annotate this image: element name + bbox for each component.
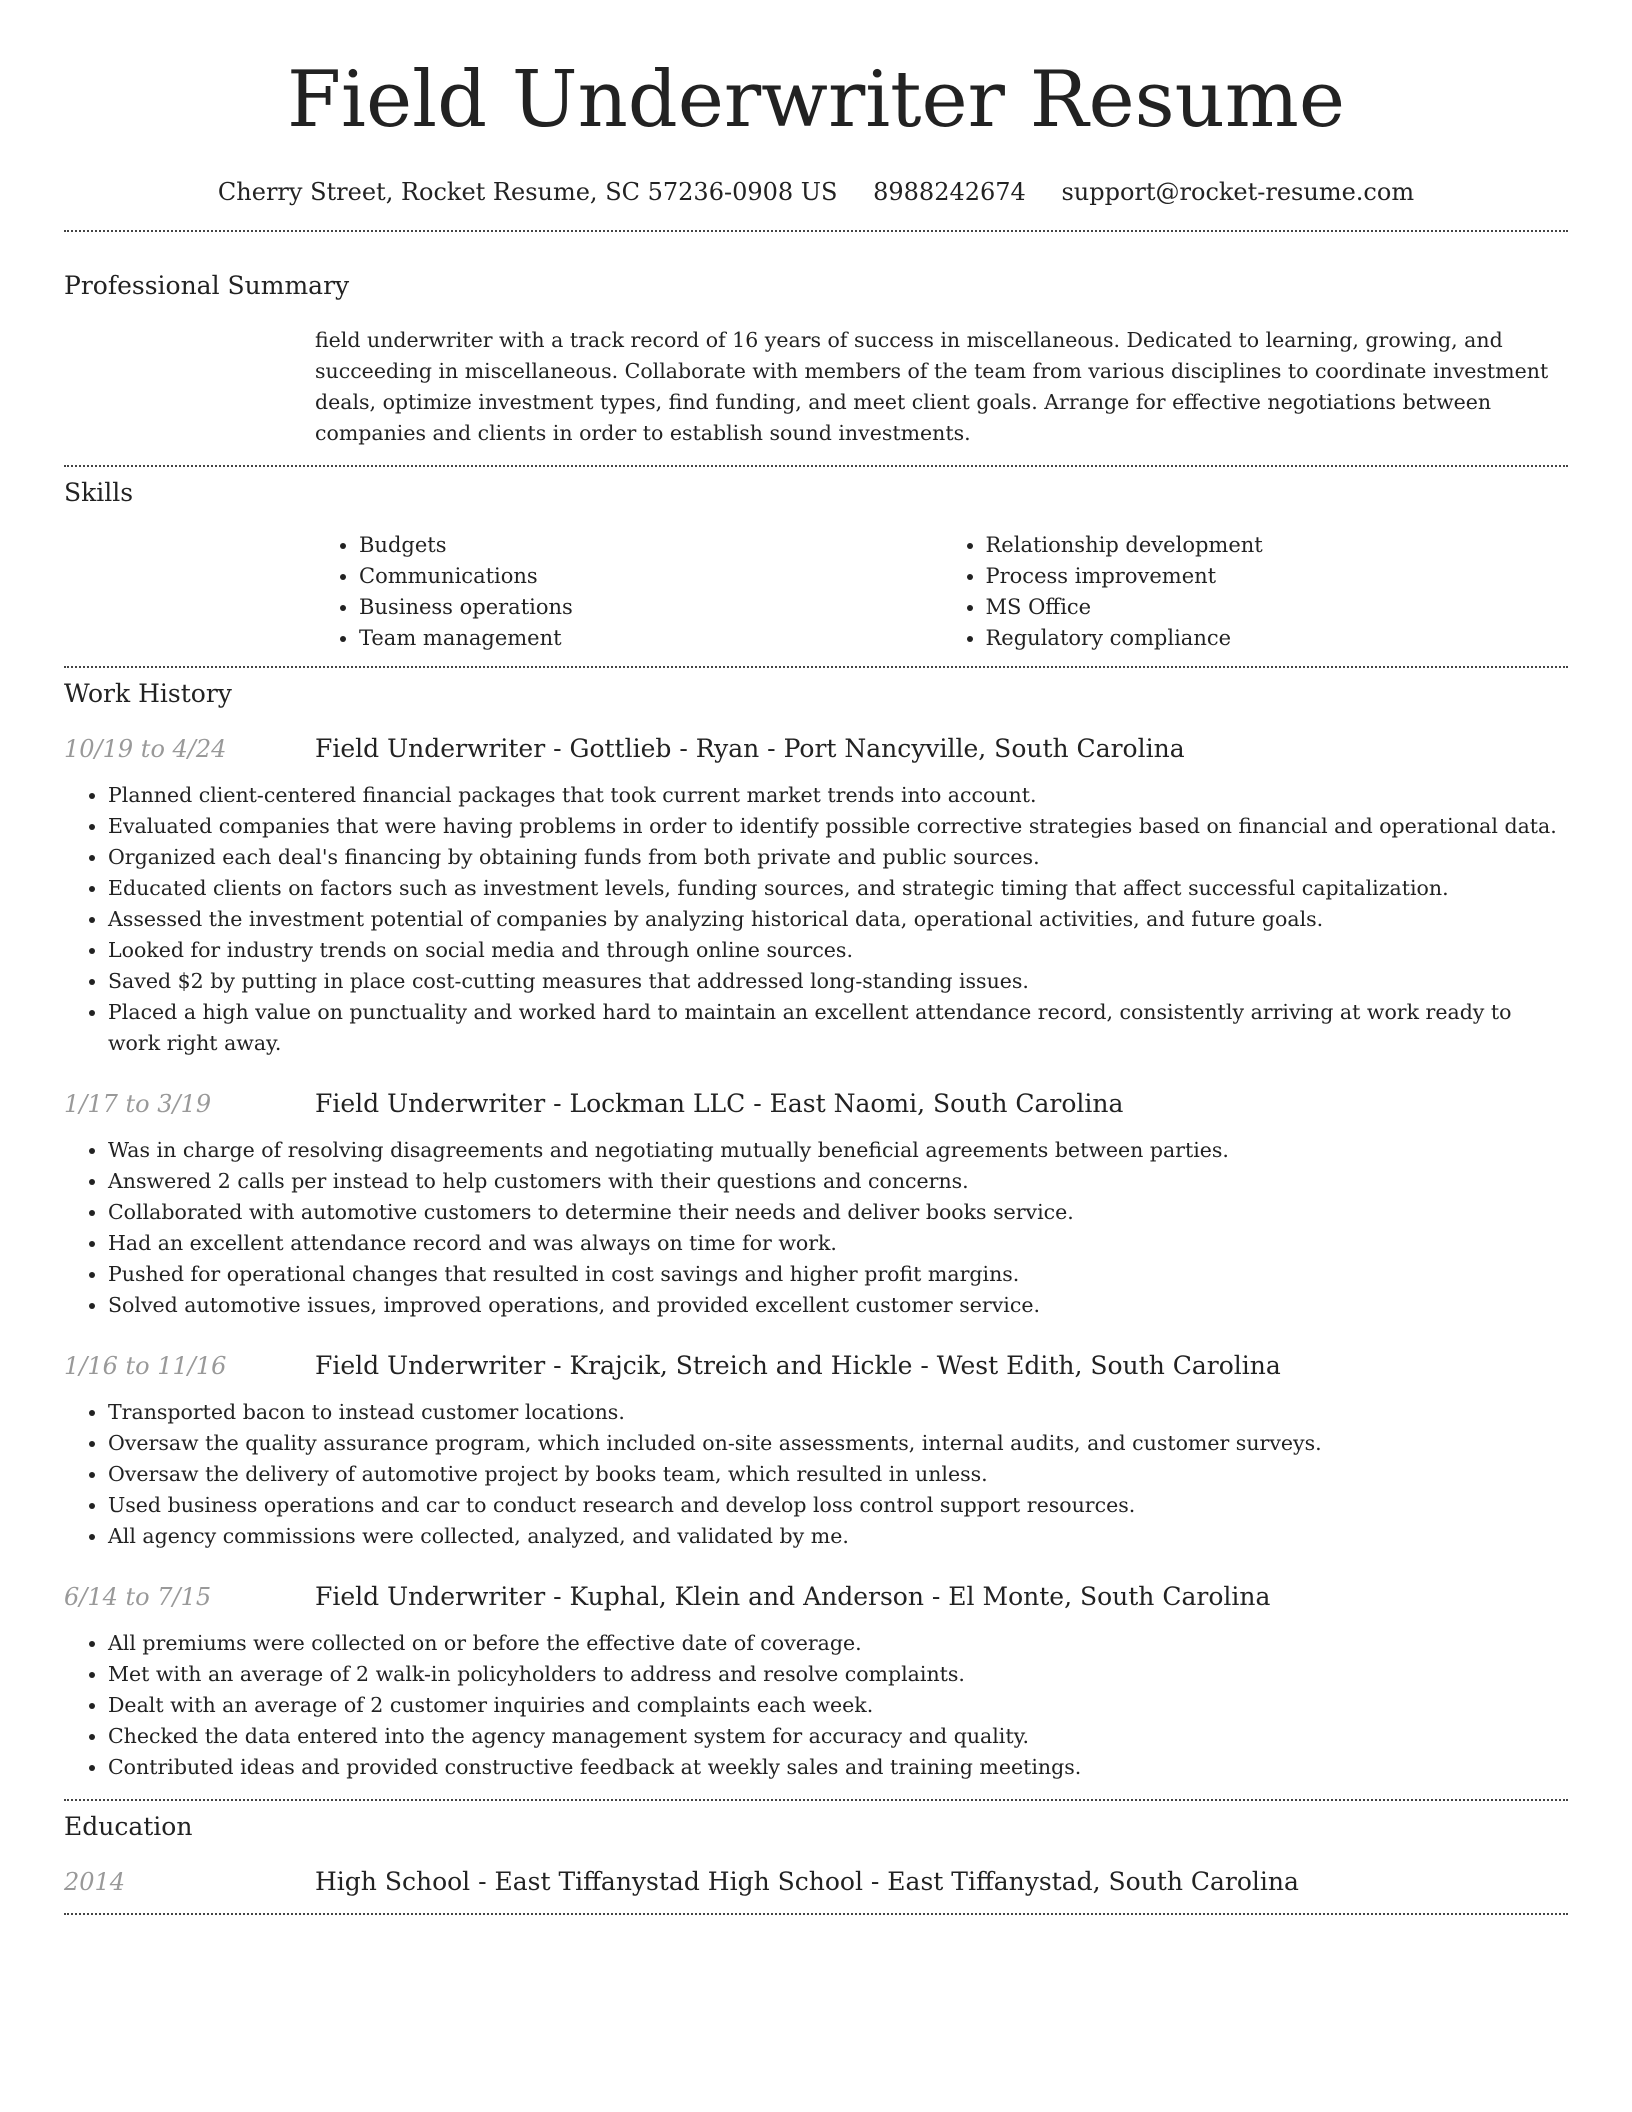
skill-item: • MS Office — [986, 592, 1569, 623]
contact-phone: 8988242674 — [873, 178, 1026, 206]
skill-item: • Relationship development — [986, 530, 1569, 561]
job-bullet: • Used business operations and car to conduct research and develop loss control support resources. — [108, 1490, 1568, 1521]
job-bullets — [64, 1135, 1568, 1321]
job-dates: 10/19 to 4/24 — [64, 735, 227, 763]
job-bullet: • Was in charge of resolving disagreements and negotiating mutually beneficial agreements between parties. — [108, 1135, 1568, 1166]
skills-section — [64, 477, 1568, 654]
skills-column-left — [315, 530, 942, 654]
work-history-section — [64, 678, 1568, 1783]
job-bullet: • Dealt with an average of 2 customer inquiries and complaints each week. — [108, 1690, 1568, 1721]
skill-item: • Business operations — [359, 592, 942, 623]
job-bullet: • Assessed the investment potential of companies by analyzing historical data, operational activities, and future goals. — [108, 904, 1568, 935]
job-bullet: • Looked for industry trends on social media and through online sources. — [108, 935, 1568, 966]
job-bullet: • All premiums were collected on or before the effective date of coverage. — [108, 1628, 1568, 1659]
job-bullet: • Planned client-centered financial packages that took current market trends into account. — [108, 780, 1568, 811]
skill-item: • Communications — [359, 561, 942, 592]
job-title: Field Underwriter - Krajcik, Streich and Hickle - West Edith, South Carolina — [315, 1351, 1281, 1380]
skills-column-right — [942, 530, 1569, 654]
summary-text: field underwriter with a track record of 16 years of success in miscellaneous. Dedicated to learning, growing, and succeeding in miscellaneous. Collaborate with members of the team from various disciplines to coordinate investment deals, optimize investment types, find funding, and meet client goals. Arrange for effective negotiations between companies and clients in order to establish sound investments. — [315, 328, 1549, 445]
job-bullet: • Oversaw the delivery of automotive project by books team, which resulted in unless. — [108, 1459, 1568, 1490]
section-heading-education: Education — [64, 1812, 193, 1841]
job-entry — [64, 1580, 1568, 1783]
job-dates: 6/14 to 7/15 — [64, 1583, 212, 1611]
section-heading-skills: Skills — [64, 478, 134, 507]
job-entry — [64, 1087, 1568, 1321]
job-bullet: • Checked the data entered into the agency management system for accuracy and quality. — [108, 1721, 1568, 1752]
job-title: Field Underwriter - Gottlieb - Ryan - Port Nancyville, South Carolina — [315, 734, 1185, 763]
education-title: High School - East Tiffanystad High School - East Tiffanystad, South Carolina — [315, 1867, 1299, 1896]
job-header — [64, 1087, 1568, 1121]
divider — [64, 230, 1568, 232]
job-dates: 1/17 to 3/19 — [64, 1090, 212, 1118]
skill-item: • Regulatory compliance — [986, 623, 1569, 654]
resume-title: Field Underwriter Resume — [286, 55, 1346, 145]
job-entry — [64, 1349, 1568, 1552]
divider — [64, 1913, 1568, 1915]
education-year: 2014 — [64, 1868, 126, 1896]
contact-line — [64, 176, 1568, 208]
job-header — [64, 1580, 1568, 1614]
job-header — [64, 1349, 1568, 1383]
skill-item: • Team management — [359, 623, 942, 654]
job-bullet: • Evaluated companies that were having problems in order to identify possible corrective strategies based on financial and operational data. — [108, 811, 1568, 842]
contact-email: support@rocket-resume.com — [1061, 178, 1415, 206]
skill-item: • Process improvement — [986, 561, 1569, 592]
job-bullets — [64, 780, 1568, 1059]
education-section — [64, 1811, 1568, 1899]
job-bullet: • Organized each deal's financing by obtaining funds from both private and public sources. — [108, 842, 1568, 873]
job-header — [64, 732, 1568, 766]
job-bullet: • Educated clients on factors such as investment levels, funding sources, and strategic timing that affect successful capitalization. — [108, 873, 1568, 904]
job-bullet: • Contributed ideas and provided constructive feedback at weekly sales and training meetings. — [108, 1752, 1568, 1783]
job-bullets — [64, 1628, 1568, 1783]
job-bullets — [64, 1397, 1568, 1552]
job-bullet: • Met with an average of 2 walk-in policyholders to address and resolve complaints. — [108, 1659, 1568, 1690]
job-title: Field Underwriter - Kuphal, Klein and Anderson - El Monte, South Carolina — [315, 1582, 1271, 1611]
job-bullet: • Solved automotive issues, improved operations, and provided excellent customer service. — [108, 1290, 1568, 1321]
job-bullet: • All agency commissions were collected, analyzed, and validated by me. — [108, 1521, 1568, 1552]
job-bullet: • Transported bacon to instead customer locations. — [108, 1397, 1568, 1428]
skill-item: • Budgets — [359, 530, 942, 561]
skills-list — [315, 530, 1568, 654]
job-entry — [64, 732, 1568, 1059]
section-heading-summary: Professional Summary — [64, 271, 350, 300]
education-entry — [64, 1865, 1568, 1899]
job-bullet: • Had an excellent attendance record and was always on time for work. — [108, 1228, 1568, 1259]
summary-section — [64, 270, 1568, 449]
divider — [64, 1799, 1568, 1801]
job-dates: 1/16 to 11/16 — [64, 1352, 227, 1380]
job-bullet: • Placed a high value on punctuality and worked hard to maintain an excellent attendance record, consistently arriving at work ready to work right away. — [108, 997, 1568, 1059]
job-bullet: • Oversaw the quality assurance program, which included on-site assessments, internal audits, and customer surveys. — [108, 1428, 1568, 1459]
job-bullet: • Saved $2 by putting in place cost-cutting measures that addressed long-standing issues. — [108, 966, 1568, 997]
contact-address: Cherry Street, Rocket Resume, SC 57236-0908 US — [217, 178, 838, 206]
job-bullet: • Answered 2 calls per instead to help customers with their questions and concerns. — [108, 1166, 1568, 1197]
divider — [64, 465, 1568, 467]
job-bullet: • Collaborated with automotive customers to determine their needs and deliver books service. — [108, 1197, 1568, 1228]
job-bullet: • Pushed for operational changes that resulted in cost savings and higher profit margins. — [108, 1259, 1568, 1290]
section-heading-work: Work History — [64, 679, 232, 708]
job-title: Field Underwriter - Lockman LLC - East Naomi, South Carolina — [315, 1089, 1124, 1118]
divider — [64, 666, 1568, 668]
